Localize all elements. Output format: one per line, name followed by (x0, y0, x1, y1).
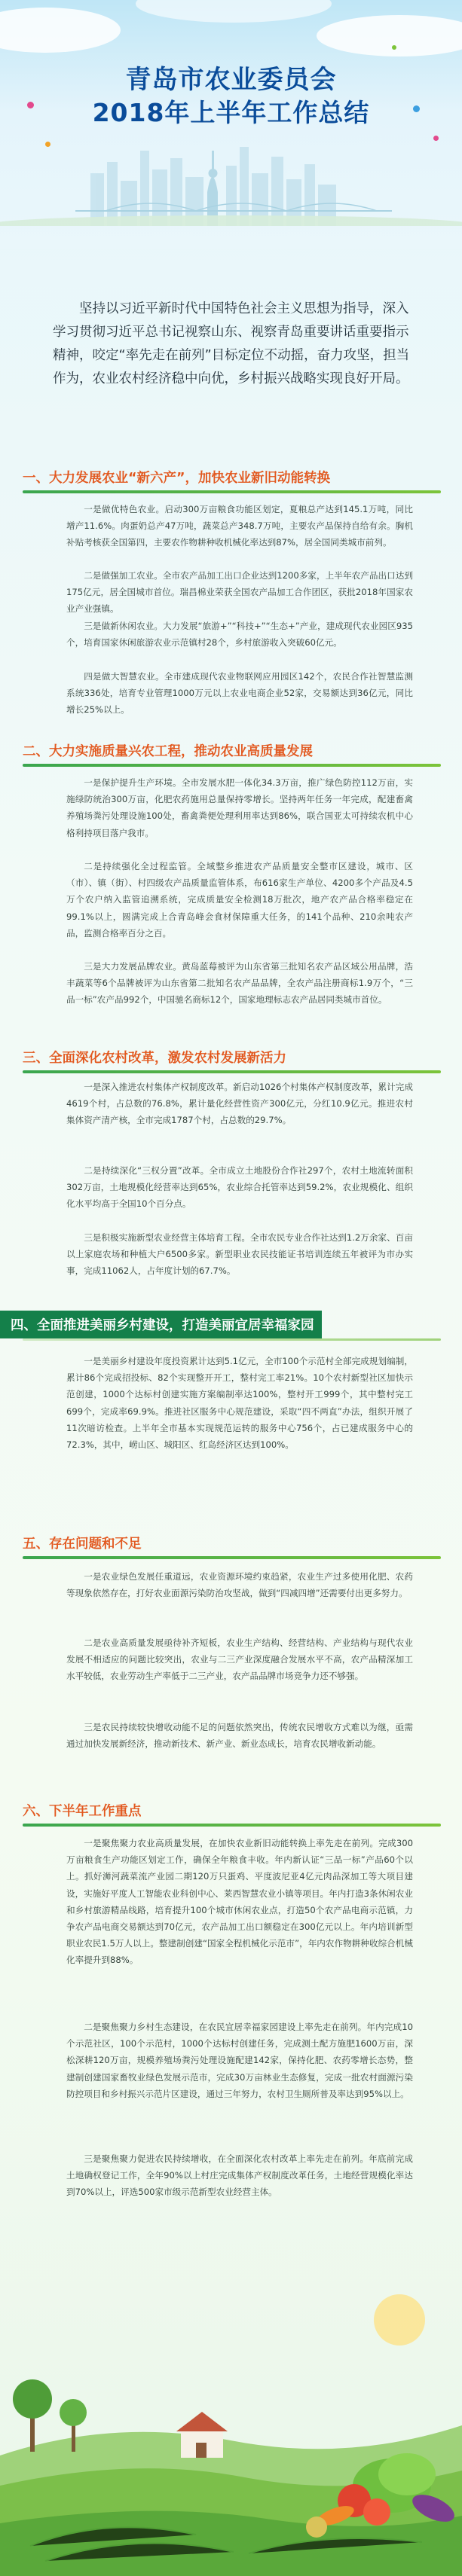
section-underline (23, 1556, 441, 1559)
section-paragraph: 三是大力发展品牌农业。黄岛蓝莓被评为山东省第三批知名农产品区域公用品牌，浩丰蔬菜等6个品牌被评为山东省第二批知名农产品品牌，全农产品注册商标1.9万个，“三品一标”农产品992个，中国驰名商标12个，国家地理标志农产品居同类城市首位。 (66, 961, 413, 1006)
page-title: 青岛市农业委员会 (125, 65, 337, 95)
page-subtitle: 2018年上半年工作总结 (92, 98, 370, 127)
city-skyline-illustration (0, 121, 462, 226)
section-heading (0, 1529, 462, 1559)
section-paragraph: 一是做优特色农业。启动300万亩粮食功能区划定，夏粮总产达到145.1万吨，同比增产11.6%。肉蛋奶总产47万吨，蔬菜总产348.7万吨，主要农产品保持自给有余。胸机补贴考核获全国第四，主要农作物耕种收机械化率达到87%，居全国同类城市前列。 (66, 504, 413, 548)
section-underline (23, 1070, 441, 1073)
section-title: 五、存在问题和不足 (23, 1537, 142, 1552)
section-paragraph: 二是做强加工农业。全市农产品加工出口企业达到1200多家，上半年农产品出口达到175亿元，居全国城市首位。瑞昌棉业荣获全国农产品加工合作团区，获批2018年国家农业产业强镇。 (66, 570, 413, 615)
sun-icon (374, 2294, 425, 2346)
cloud-decoration (136, 0, 332, 23)
section-underline (23, 1338, 441, 1341)
intro-paragraph: 坚持以习近平新时代中国特色社会主义思想为指导，深入学习贯彻习近平总书记视察山东、视察青岛重要讲话重要指示精神，咬定“率先走在前列”目标定位不动摇，奋力攻坚，担当作为，农业农村经济稳中向优，乡村振兴战略实现良好开局。 (53, 301, 410, 386)
section-heading (0, 463, 462, 493)
section-paragraph: 三是聚焦聚力促进农民持续增收，在全面深化农村改革上率先走在前列。年底前完成土地确权登记工作，全年90%以上村庄完成集体产权制度改革任务，土地经营规模化率达到70%以上，评选500家市级示范新型农业经营主体。 (66, 2153, 413, 2198)
section-heading (0, 1796, 462, 1827)
cloud-decoration (317, 15, 462, 56)
section-paragraph: 一是深入推进农村集体产权制度改革。新启动1026个村集体产权制度改革，累计完成4619个村，占总数的76.8%，累计量化经营性资产300亿元，分红10.9亿元。推进农村集体资产清产核，全市完成1787个村，占总数的29.7%。 (66, 1082, 413, 1126)
section-paragraph: 二是聚焦聚力乡村生态建设，在农民宜居幸福家园建设上率先走在前列。年内完成10个示范社区，100个示范村，1000个达标村创建任务，完成测土配方施肥1600万亩，深松深耕120万亩，规模养殖场粪污处理设施配建142家，保持化肥、农药零增长态势，整建制创建国家畜牧业绿色发展示范市，完成30万亩林业生态修复，完成一批农村面源污染防控项目和乡村振兴示范片区建设，通过三年努力，农村卫生厕所普及率达到95%以上。 (66, 2022, 413, 2099)
section-heading (0, 1043, 462, 1073)
section-paragraph: 一是保护提升生产环境。全市发展水肥一体化34.3万亩，推广绿色防控112万亩，实施绿防统治300万亩，化肥农药施用总量保持零增长。坚持两年任务一年完成，配建畜禽养殖场粪污处理设施100处，畜禽粪便处理利用率达到86%，联合国亚太可持续农机中心格利持项目落户我市。 (66, 777, 413, 838)
section-title: 三、全面深化农村改革，激发农村发展新活力 (23, 1051, 286, 1066)
cloud-decoration (0, 8, 121, 53)
section-paragraph: 二是持续强化全过程监管。全域整乡推进农产品质量安全整市区建设，城市、区（市）、镇（街）、村四级农产品质量监管体系，布616家生产单位、4200多个产品及4.5万个农户纳入监管追溯系统，完成质量安全检测18万批次，地产农产品合格率稳定在99.1%以上，圆满完成上合青岛峰会食材保障重大任务，的141个品种、210余吨农产品，监测合格率百分之百。 (66, 861, 413, 939)
section-title: 六、下半年工作重点 (23, 1804, 142, 1819)
section-paragraph: 一是农业绿色发展任重道远，农业资源环境约束趋紧，农业生产过多使用化肥、农药等现象依然存在，打好农业面源污染防治攻坚战，做到“四减四增”还需要付出更多努力。 (66, 1571, 413, 1599)
header-banner (0, 0, 462, 249)
section-paragraph: 三是做新休闲农业。大力发展“旅游+”“科技+”“生态+”产业，建成现代农业园区935个，培育国家休闲旅游农业示范镇村28个，乡村旅游收入突破60亿元。 (66, 621, 413, 649)
farm-footer-illustration (0, 2230, 462, 2576)
section-paragraph: 一是聚焦聚力农业高质量发展，在加快农业新旧动能转换上率先走在前列。完成300万亩粮食生产功能区划定工作，确保全年粮食丰收。年内新认证“三品一标”产品60个以上。抓好浉河蔬菜流产业园二期120万只蛋鸡、平度波尼亚4亿元肉品深加工等大项目建设，实施好平度人工智能农业科创中心、莱西智慧农业小镇等项目。年内打造3条休闲农业和乡村旅游精品线路，培育提升100个城市休闲农业点，打造50个农产品电商示范镇，力争农产品电商交易额达到70亿元，农产品加工出口额稳定在300亿元以上。年内培训新型职业农民1.5万人以上。整建制创建“国家全程机械化示范市”，年内农作物耕种收综合机械化率提升到88%。 (66, 1838, 413, 1966)
section-paragraph: 三是积极实施新型农业经营主体培育工程。全市农民专业合作社达到1.2万余家、百亩以上家庭农场和种植大户6500多家。新型职业农民技能证书培训连续五年被评为市办实事，完成11062人，占年度计划的67.7%。 (66, 1232, 413, 1277)
section-paragraph: 一是美丽乡村建设年度投资累计达到5.1亿元，全市100个示范村全部完成规划编制，累计86个完成招投标、82个实现整开开工，整村完工率21%。10个农村新型社区加快示范创建，1000个达标村创建实施方案编制率达100%，整村开工999个，其中整村完工699个，完成率69.9%。推进社区服务中心规范建设，采取“四不两直”办法，组织开展了11次暗访检查。上半年全市基本实现规范运转的服务中心756个，占已建成服务中心的72.3%，其中，崂山区、城阳区、红岛经济区达到100%。 (66, 1356, 413, 1451)
confetti-dot (392, 45, 396, 50)
section-heading (0, 1311, 462, 1341)
section-underline (23, 490, 441, 493)
section-paragraph: 四是做大智慧农业。全市建成现代农业物联网应用园区142个，农民合作社智慧监测系统336处，培育专业管理1000万元以上农业电商企业52家，交易额达到36亿元，同比增长25%以上。 (66, 671, 413, 716)
farmhouse-icon (176, 2412, 228, 2458)
section-paragraph: 二是农业高质量发展亟待补齐短板，农业生产结构、经营结构、产业结构与现代农业发展不相适应的问题比较突出，农业与二三产业深度融合发展水平不高，农产品精深加工水平较低，农业劳动生产率低于二三产业，农产品品牌市场竞争力还不够强。 (66, 1637, 413, 1682)
section-paragraph: 二是持续深化“三权分置”改革。全市成立土地股份合作社297个，农村土地流转面积302万亩，土地规模化经营率达到65%，农业综合托管率达到59.2%，农业规模化、组织化水平均高于全国10个百分点。 (66, 1165, 413, 1210)
section-underline (23, 1824, 441, 1827)
section-title: 四、全面推进美丽乡村建设，打造美丽宜居幸福家园 (0, 1311, 322, 1338)
section-title: 一、大力发展农业“新六产”，加快农业新旧动能转换 (23, 471, 331, 486)
section-paragraph: 三是农民持续较快增收动能不足的问题依然突出，传统农民增收方式难以为继，亟需通过加快发展新经济，推动新技术、新产业、新业态成长，培育农民增收新动能。 (66, 1722, 413, 1750)
section-underline (23, 764, 441, 767)
section-heading (0, 737, 462, 767)
section-title: 二、大力实施质量兴农工程，推动农业高质量发展 (23, 744, 313, 759)
